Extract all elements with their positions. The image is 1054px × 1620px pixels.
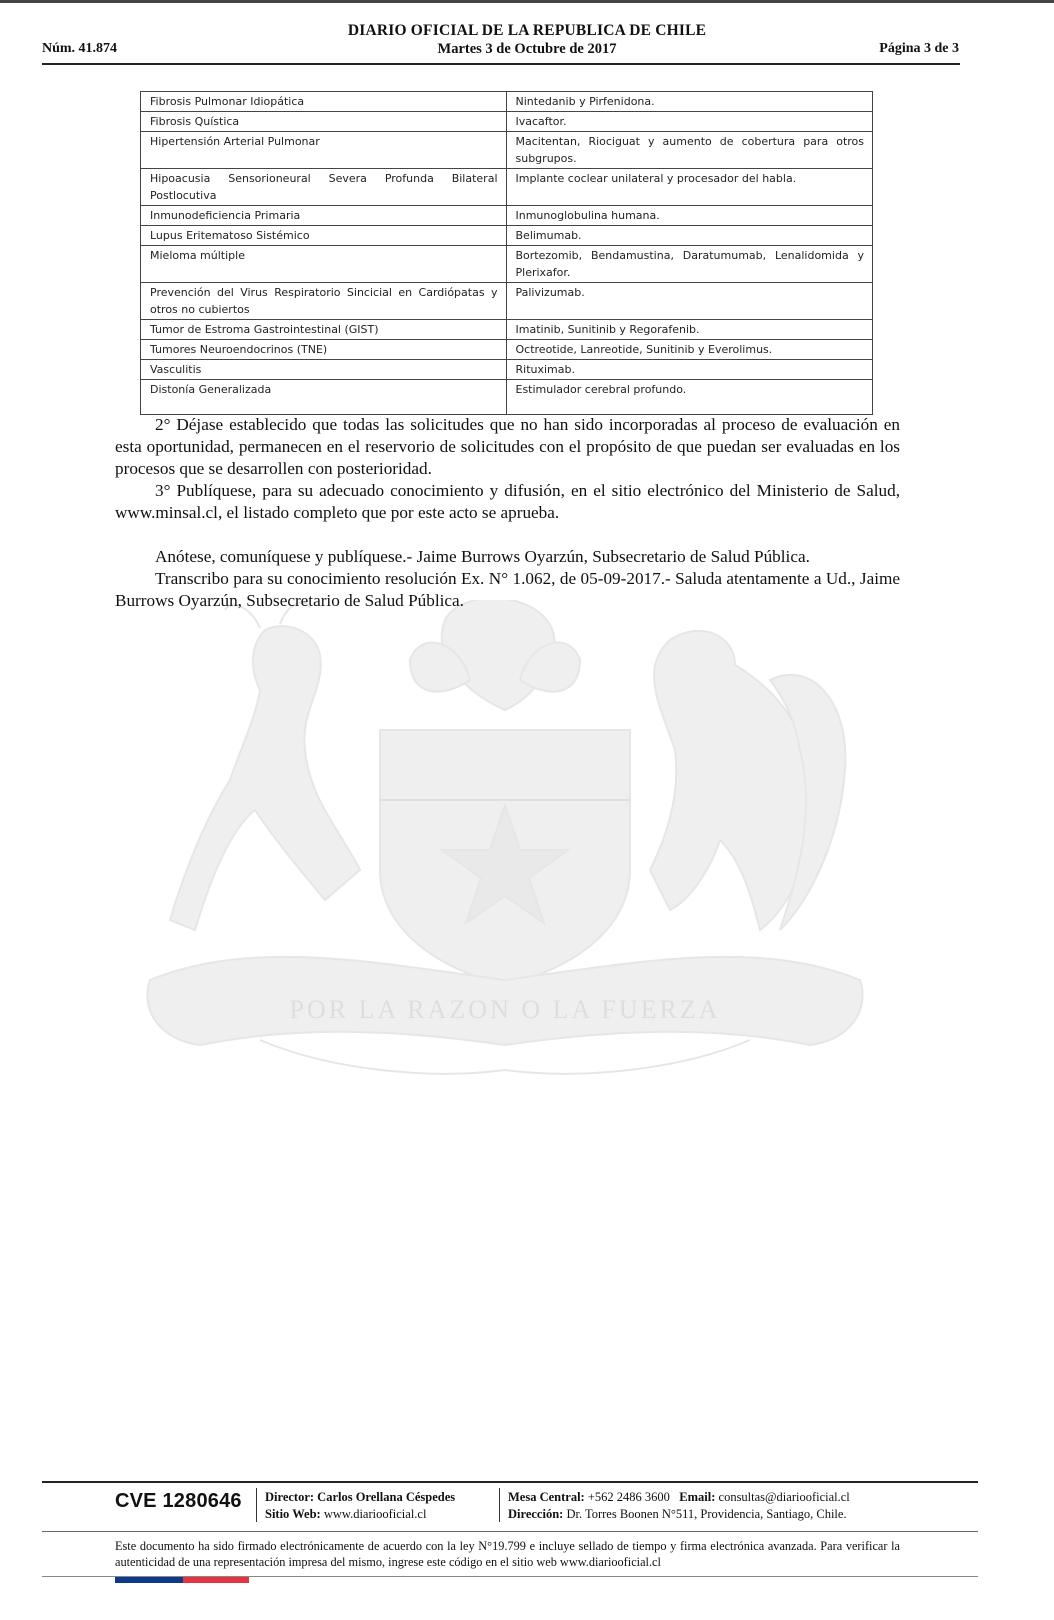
treatment-cell: Imatinib, Sunitinib y Regorafenib. xyxy=(506,320,873,340)
footer-divider-top xyxy=(42,1481,978,1483)
condition-cell: Mieloma múltiple xyxy=(141,246,507,283)
closing-paragraph: Anótese, comuníquese y publíquese.- Jaime Burrows Oyarzún, Subsecretario de Salud Pública. xyxy=(155,547,810,566)
coat-of-arms-watermark xyxy=(110,600,900,1120)
treatment-cell: Rituximab. xyxy=(506,360,873,380)
table-row xyxy=(141,132,873,169)
address-text: Dr. Torres Boonen N°511, Providencia, Santiago, Chile. xyxy=(566,1507,847,1521)
table-row xyxy=(141,340,873,360)
footer-contact-block xyxy=(508,1489,850,1523)
footer-director-block xyxy=(265,1489,455,1523)
treatment-cell: Bortezomib, Bendamustina, Daratumumab, Lenalidomida y Plerixafor. xyxy=(506,246,873,283)
table-row xyxy=(141,226,873,246)
treatment-cell: Belimumab. xyxy=(506,226,873,246)
treatments-table xyxy=(140,91,873,415)
table-row xyxy=(141,380,873,415)
issue-date: Martes 3 de Octubre de 2017 xyxy=(437,41,617,57)
cve-code: CVE 1280646 xyxy=(115,1490,242,1512)
condition-cell: Fibrosis Quística xyxy=(141,112,507,132)
legal-notice: Este documento ha sido firmado electrónicamente de acuerdo con la ley N°19.799 e incluye sellado de tiempo y firma electrónica avanzada. Para verificar la autenticidad de una representación impresa del mismo, ingrese este código en el sitio web www.diariooficial.cl xyxy=(115,1539,900,1569)
treatment-cell: Ivacaftor. xyxy=(506,112,873,132)
top-border xyxy=(0,0,1054,3)
header-divider xyxy=(42,63,960,65)
treatment-cell: Octreotide, Lanreotide, Sunitinib y Everolimus. xyxy=(506,340,873,360)
website-label: Sitio Web: xyxy=(265,1507,321,1521)
table-row xyxy=(141,360,873,380)
condition-cell: Vasculitis xyxy=(141,360,507,380)
condition-cell: Inmunodeficiencia Primaria xyxy=(141,206,507,226)
footer-separator xyxy=(256,1488,257,1522)
treatment-cell: Estimulador cerebral profundo. xyxy=(506,380,873,415)
flag-stripe-red xyxy=(183,1577,249,1583)
website-link[interactable]: www.diariooficial.cl xyxy=(323,1507,427,1521)
director-label: Director: xyxy=(265,1490,315,1504)
treatment-cell: Inmunoglobulina humana. xyxy=(506,206,873,226)
footer-separator xyxy=(499,1488,500,1522)
resolution-body xyxy=(115,414,900,612)
director-name: Carlos Orellana Céspedes xyxy=(317,1490,456,1504)
condition-cell: Distonía Generalizada xyxy=(141,380,507,415)
condition-cell: Lupus Eritematoso Sistémico xyxy=(141,226,507,246)
gazette-title: DIARIO OFICIAL DE LA REPUBLICA DE CHILE xyxy=(347,22,707,39)
footer-divider-middle xyxy=(42,1531,978,1532)
table-row xyxy=(141,92,873,112)
table-row xyxy=(141,169,873,206)
paragraph-3: 3° Publíquese, para su adecuado conocimiento y difusión, en el sitio electrónico del Ministerio de Salud, www.minsal.cl, el listado completo que por este acto se aprueba. xyxy=(115,481,900,522)
table-row xyxy=(141,320,873,340)
table-row xyxy=(141,246,873,283)
table-row xyxy=(141,283,873,320)
flag-stripe-blue xyxy=(115,1577,183,1583)
condition-cell: Tumores Neuroendocrinos (TNE) xyxy=(141,340,507,360)
condition-cell: Hipertensión Arterial Pulmonar xyxy=(141,132,507,169)
treatment-cell: Palivizumab. xyxy=(506,283,873,320)
address-label: Dirección: xyxy=(508,1507,564,1521)
condition-cell: Hipoacusia Sensorioneural Severa Profunda Bilateral Postlocutiva xyxy=(141,169,507,206)
condition-cell: Prevención del Virus Respiratorio Sincicial en Cardiópatas y otros no cubiertos xyxy=(141,283,507,320)
phone-label: Mesa Central: xyxy=(508,1490,585,1504)
paragraph-2: 2° Déjase establecido que todas las solicitudes que no han sido incorporadas al proceso de evaluación en esta oportunidad, permanecen en el reservorio de solicitudes con el propósito de que puedan ser evaluadas en los procesos que se desarrollen con posterioridad. xyxy=(115,415,900,478)
treatment-cell: Nintedanib y Pirfenidona. xyxy=(506,92,873,112)
page-indicator: Página 3 de 3 xyxy=(879,41,959,56)
table-row xyxy=(141,206,873,226)
email-label: Email: xyxy=(679,1490,716,1504)
table-row xyxy=(141,112,873,132)
phone-number: +562 2486 3600 xyxy=(587,1490,670,1504)
condition-cell: Fibrosis Pulmonar Idiopática xyxy=(141,92,507,112)
treatment-cell: Macitentan, Riociguat y aumento de cobertura para otros subgrupos. xyxy=(506,132,873,169)
email-link[interactable]: consultas@diariooficial.cl xyxy=(718,1490,850,1504)
watermark-motto: POR LA RAZON O LA FUERZA xyxy=(289,995,721,1024)
issue-number: Núm. 41.874 xyxy=(42,41,118,56)
treatment-cell: Implante coclear unilateral y procesador del habla. xyxy=(506,169,873,206)
condition-cell: Tumor de Estroma Gastrointestinal (GIST) xyxy=(141,320,507,340)
transcription-paragraph: Transcribo para su conocimiento resolución Ex. N° 1.062, de 05-09-2017.- Saluda atentamente a Ud., Jaime Burrows Oyarzún, Subsecretario de Salud Pública. xyxy=(115,569,900,610)
